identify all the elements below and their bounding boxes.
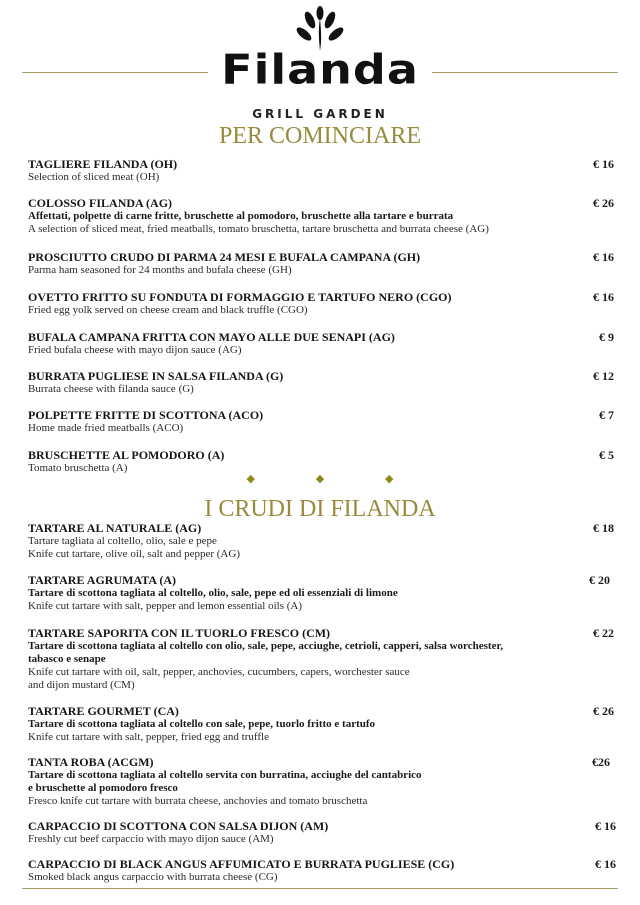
menu-item xyxy=(28,369,614,396)
item-description: Knife cut tartare with salt, pepper, fried egg and truffle xyxy=(28,731,269,743)
item-price: € 18 xyxy=(593,521,614,535)
item-name: TARTARE AL NATURALE (AG) xyxy=(28,521,202,535)
item-name: CARPACCIO DI BLACK ANGUS AFFUMICATO E BURRATA PUGLIESE (CG) xyxy=(28,857,455,871)
menu-item xyxy=(28,330,614,357)
item-description-it: e bruschette al pomodoro fresco xyxy=(28,782,178,794)
item-description-it: Tartare di scottona tagliata al coltello con olio, sale, pepe, acciughe, cetrioli, capperi, salsa worchester, xyxy=(28,640,504,652)
menu-item xyxy=(28,250,614,277)
item-price: € 9 xyxy=(599,330,614,344)
logo xyxy=(220,6,420,124)
header-rule-left xyxy=(22,72,208,73)
menu-item xyxy=(28,626,614,692)
item-description: Smoked black angus carpaccio with burrata cheese (CG) xyxy=(28,871,278,883)
section-title-per-cominciare: PER COMINCIARE xyxy=(218,123,422,149)
diamond-divider: ◆ ◆ ◆ xyxy=(246,473,423,485)
item-description-it: Tartare di scottona tagliata al coltello, olio, sale, pepe ed oli essenziali di limone xyxy=(28,587,398,599)
item-price: €26 xyxy=(592,755,610,769)
item-description-it: tabasco e senape xyxy=(28,653,106,665)
item-description-it: Tartare di scottona tagliata al coltello servita con burratina, acciughe del cantabrico xyxy=(28,769,422,781)
item-name: TARTARE GOURMET (CA) xyxy=(28,704,179,718)
item-price: € 16 xyxy=(595,819,616,833)
item-name: OVETTO FRITTO SU FONDUTA DI FORMAGGIO E TARTUFO NERO (CGO) xyxy=(28,290,452,304)
item-description: Fried bufala cheese with mayo dijon sauce (AG) xyxy=(28,344,242,356)
item-name: COLOSSO FILANDA (AG) xyxy=(28,196,173,210)
item-price: € 22 xyxy=(593,626,614,640)
item-price: € 5 xyxy=(599,448,614,462)
item-name: TAGLIERE FILANDA (OH) xyxy=(28,157,178,171)
section-title-i-crudi-di-filanda: I CRUDI DI FILANDA xyxy=(204,496,436,522)
brand-subtitle: GRILL GARDEN xyxy=(252,107,388,121)
item-price: € 12 xyxy=(593,369,614,383)
item-description: Burrata cheese with filanda sauce (G) xyxy=(28,383,194,395)
item-description-it: Affettati, polpette di carne fritte, bruschette al pomodoro, bruschette alla tartare e burrata xyxy=(28,210,454,222)
item-name: TANTA ROBA (ACGM) xyxy=(28,755,154,769)
item-name: POLPETTE FRITTE DI SCOTTONA (ACO) xyxy=(28,408,264,422)
item-price: € 7 xyxy=(599,408,614,422)
item-price: € 16 xyxy=(593,290,614,304)
item-description: Fresco knife cut tartare with burrata cheese, anchovies and tomato bruschetta xyxy=(28,795,368,807)
item-description: Parma ham seasoned for 24 months and bufala cheese (GH) xyxy=(28,264,292,276)
item-description: Home made fried meatballs (ACO) xyxy=(28,422,184,434)
item-description: Fried egg yolk served on cheese cream and black truffle (CGO) xyxy=(28,304,308,316)
item-description: Knife cut tartare, olive oil, salt and pepper (AG) xyxy=(28,548,240,560)
menu-item xyxy=(28,521,614,561)
menu-item xyxy=(28,819,614,846)
item-name: BURRATA PUGLIESE IN SALSA FILANDA (G) xyxy=(28,369,284,383)
menu-item xyxy=(28,448,614,475)
item-description: Tomato bruschetta (A) xyxy=(28,462,128,474)
item-description: Tartare tagliata al coltello, olio, sale e pepe xyxy=(28,535,217,547)
item-price: € 26 xyxy=(593,704,614,718)
menu-item xyxy=(28,290,614,317)
item-name: BUFALA CAMPANA FRITTA CON MAYO ALLE DUE SENAPI (AG) xyxy=(28,330,395,344)
item-description: Freshly cut beef carpaccio with mayo dijon sauce (AM) xyxy=(28,833,274,845)
item-description: Knife cut tartare with salt, pepper and lemon essential oils (A) xyxy=(28,600,302,612)
item-description-it: Tartare di scottona tagliata al coltello con sale, pepe, tuorlo fritto e tartufo xyxy=(28,718,376,730)
item-price: € 16 xyxy=(595,857,616,871)
item-price: € 20 xyxy=(589,573,610,587)
menu-item xyxy=(28,704,614,744)
menu-item xyxy=(28,755,614,808)
footer-rule xyxy=(22,888,618,889)
item-name: BRUSCHETTE AL POMODORO (A) xyxy=(28,448,225,462)
menu-item xyxy=(28,408,614,435)
menu-item xyxy=(28,157,614,184)
menu-item xyxy=(28,196,614,236)
brand-name: Filanda xyxy=(221,44,419,94)
menu-item xyxy=(28,857,614,884)
item-description: A selection of sliced meat, fried meatballs, tomato bruschetta, tartare bruschetta and burrata cheese (AG) xyxy=(28,223,489,235)
item-name: PROSCIUTTO CRUDO DI PARMA 24 MESI E BUFALA CAMPANA (GH) xyxy=(28,250,421,264)
item-name: TARTARE AGRUMATA (A) xyxy=(28,573,177,587)
item-name: CARPACCIO DI SCOTTONA CON SALSA DIJON (AM) xyxy=(28,819,329,833)
item-price: € 26 xyxy=(593,196,614,210)
item-price: € 16 xyxy=(593,250,614,264)
menu-item xyxy=(28,573,614,613)
item-description: Selection of sliced meat (OH) xyxy=(28,171,160,183)
header-rule-right xyxy=(432,72,618,73)
item-name: TARTARE SAPORITA CON IL TUORLO FRESCO (CM) xyxy=(28,626,331,640)
item-description: Knife cut tartare with oil, salt, pepper, anchovies, cucumbers, capers, worchester sauce xyxy=(28,666,410,678)
item-price: € 16 xyxy=(593,157,614,171)
item-description: and dijon mustard (CM) xyxy=(28,679,135,691)
